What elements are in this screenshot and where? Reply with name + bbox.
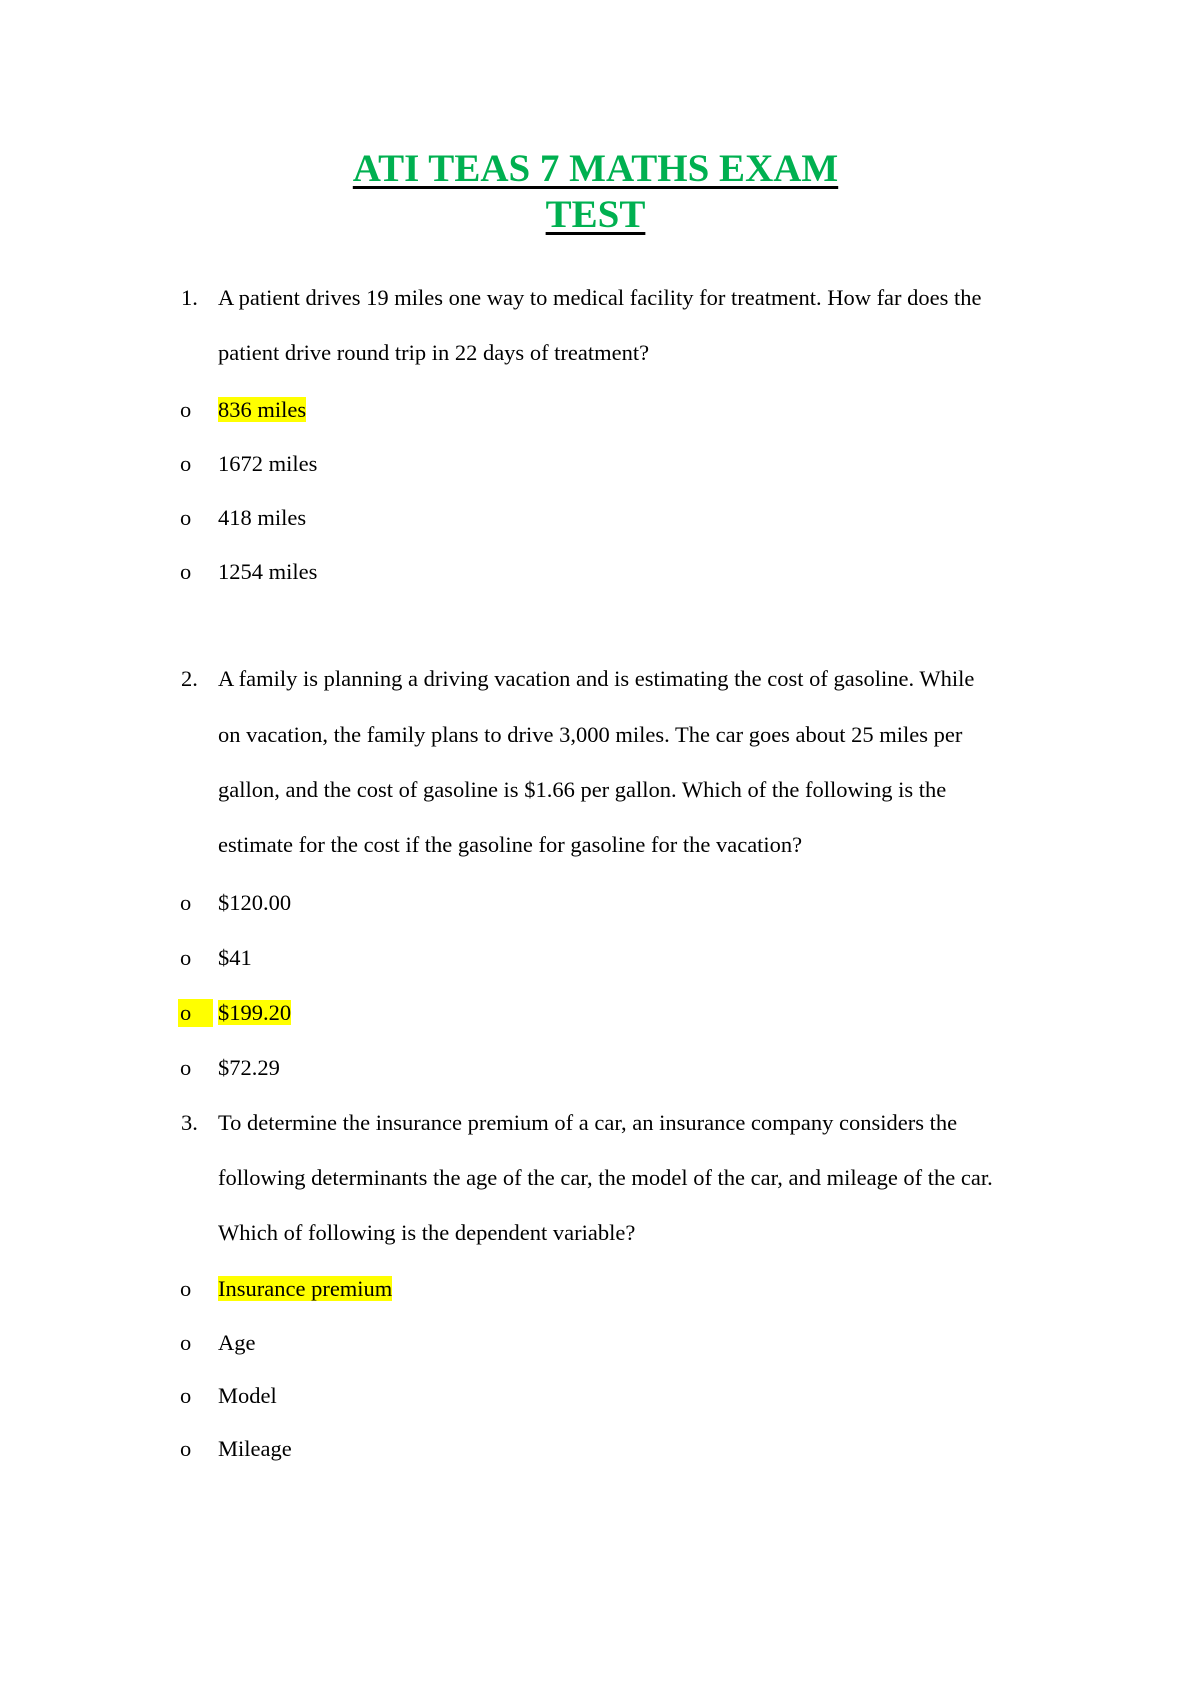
answer-option-label: Mileage bbox=[218, 1436, 292, 1461]
answer-option[interactable] bbox=[218, 1329, 256, 1357]
question-text-line: Which of following is the dependent variable? bbox=[218, 1220, 636, 1245]
answer-option[interactable] bbox=[218, 504, 306, 532]
answer-option-label: $199.20 bbox=[218, 1000, 292, 1025]
option-bullet: o bbox=[178, 999, 213, 1027]
option-bullet: o bbox=[180, 397, 192, 422]
question-number: 3. bbox=[181, 1110, 198, 1135]
answer-option-label: Age bbox=[218, 1330, 256, 1355]
question-text-line: To determine the insurance premium of a car, an insurance company considers the bbox=[218, 1110, 958, 1135]
answer-option-label: 836 miles bbox=[218, 397, 307, 422]
option-bullet: o bbox=[180, 505, 192, 530]
option-bullet: o bbox=[180, 890, 192, 915]
answer-option-label: 1672 miles bbox=[218, 451, 318, 476]
option-bullet: o bbox=[180, 1383, 192, 1408]
question-text-line: on vacation, the family plans to drive 3,000 miles. The car goes about 25 miles per bbox=[218, 722, 963, 747]
answer-option[interactable] bbox=[218, 889, 291, 917]
answer-option-label: $120.00 bbox=[218, 890, 292, 915]
question-text-line: gallon, and the cost of gasoline is $1.66 per gallon. Which of the following is the bbox=[218, 777, 947, 802]
answer-option-label: $72.29 bbox=[218, 1055, 280, 1080]
answer-option[interactable] bbox=[218, 1275, 392, 1303]
answer-option-label: Insurance premium bbox=[218, 1276, 393, 1301]
option-bullet: o bbox=[180, 1276, 192, 1301]
answer-option[interactable] bbox=[218, 1054, 280, 1082]
option-bullet: o bbox=[180, 945, 192, 970]
answer-option[interactable] bbox=[218, 396, 306, 424]
answer-option-label: 418 miles bbox=[218, 505, 307, 530]
option-bullet: o bbox=[180, 451, 192, 476]
question-number: 2. bbox=[181, 666, 198, 691]
answer-option[interactable] bbox=[218, 558, 317, 586]
answer-option[interactable] bbox=[218, 999, 291, 1027]
option-bullet: o bbox=[180, 559, 192, 584]
answer-option-label: $41 bbox=[218, 945, 252, 970]
page-title-line-2: TEST bbox=[545, 193, 646, 236]
page-title-line-1: ATI TEAS 7 MATHS EXAM bbox=[352, 147, 839, 190]
answer-option[interactable] bbox=[218, 1435, 292, 1463]
option-bullet: o bbox=[180, 1330, 192, 1355]
question-text-line: A patient drives 19 miles one way to medical facility for treatment. How far does the bbox=[218, 285, 982, 310]
question-text-line: estimate for the cost if the gasoline for gasoline for the vacation? bbox=[218, 832, 803, 857]
question-text-line: patient drive round trip in 22 days of treatment? bbox=[218, 340, 650, 365]
answer-option[interactable] bbox=[218, 944, 252, 972]
option-bullet: o bbox=[180, 1436, 192, 1461]
question-text-line: following determinants the age of the car, the model of the car, and mileage of the car. bbox=[218, 1165, 993, 1190]
option-bullet: o bbox=[180, 1055, 192, 1080]
answer-option-label: Model bbox=[218, 1383, 277, 1408]
question-number: 1. bbox=[181, 285, 198, 310]
answer-option-label: 1254 miles bbox=[218, 559, 318, 584]
answer-option[interactable] bbox=[218, 1382, 277, 1410]
question-text-line: A family is planning a driving vacation and is estimating the cost of gasoline. While bbox=[218, 666, 975, 691]
answer-option[interactable] bbox=[218, 450, 317, 478]
